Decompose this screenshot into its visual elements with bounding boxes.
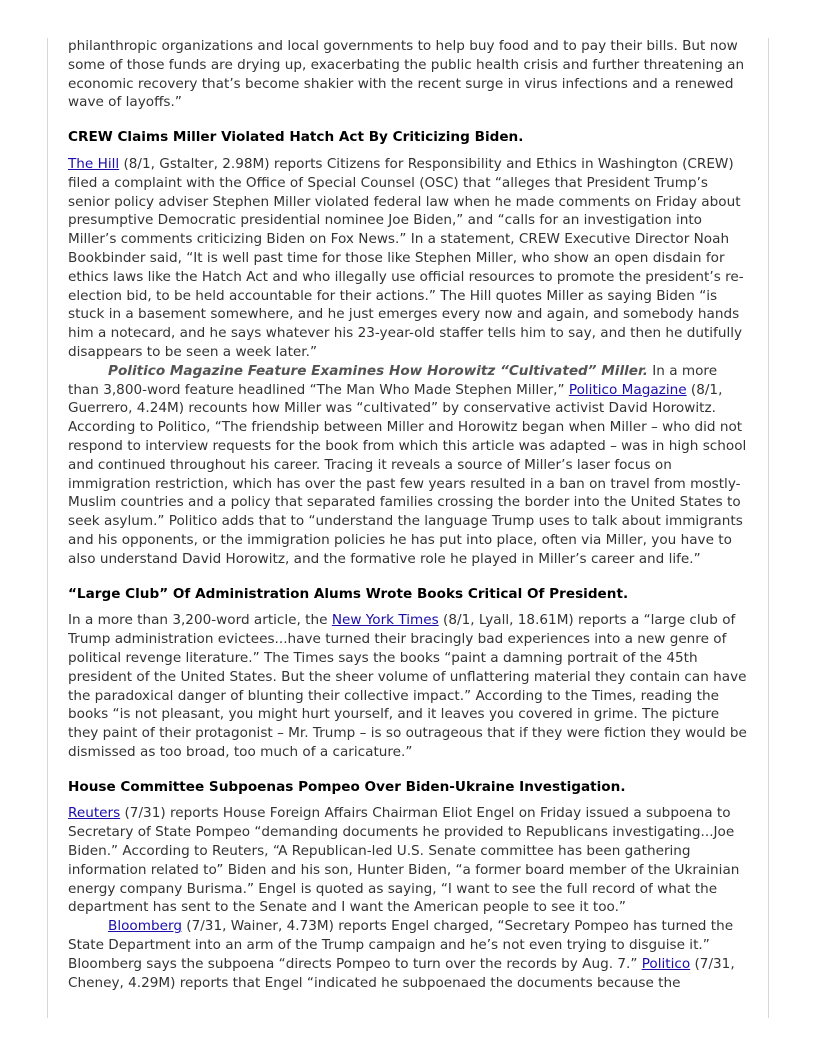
the-hill-link[interactable]: The Hill	[68, 155, 120, 172]
books-paragraph	[68, 611, 751, 761]
crew-text: (8/1, Gstalter, 2.98M) reports Citizens for Responsibility and Ethics in Washington (CREW) filed a complaint with the Office of Special Counsel (OSC) that “alleges that President Trump’s senior policy adviser Stephen Miller violated federal law when he made comments on Friday about presumptive Democratic presidential nominee Joe Biden,” and “calls for an investigation into Miller’s comments criticizing Biden on Fox News.” In a statement, CREW Executive Director Noah Bookbinder said, “It is well past time for those like Stephen Miller, who show an open disdain for ethics laws like the Hatch Act and who illegally use official resources to promote the president’s re-election bid, to be held accountable for their actions.” The Hill quotes Miller as saying Biden “is stuck in a basement somewhere, and he just emerges every now and again, and somebody hands him a notecard, and he says whatever his 23-year-old staffer tells him to say, and then he dutifully disappears to be seen a week later.”	[68, 155, 744, 360]
politico-link[interactable]: Politico	[641, 955, 691, 972]
politico-text-after: (8/1, Guerrero, 4.24M) recounts how Miller was “cultivated” by conservative activist David Horowitz. According to Politico, “The friendship between Miller and Horowitz began when Miller – who did not respond to interview requests for the book from which this article was adapted – was in high school and continued throughout his career. Tracing it reveals a source of Miller’s laser focus on immigration restriction, which has over the past few years resulted in a ban on travel from mostly-Muslim countries and a policy that separated families crossing the border into the United States to seek asylum.” Politico adds that to “understand the language Trump uses to talk about immigrants and his opponents, or the immigration policies he has put into place, often via Miller, you have to also understand David Horowitz, and the formative role he played in Miller’s career and life.”	[68, 381, 747, 567]
politico-magazine-link[interactable]: Politico Magazine	[568, 381, 687, 398]
crew-paragraph	[68, 155, 751, 362]
politico-paragraph	[68, 362, 751, 569]
pompeo-p2-text2: (7/31, Cheney, 4.29M) reports that Engel “indicated he subpoenaed the documents because the	[68, 955, 735, 991]
books-heading: “Large Club” Of Administration Alums Wrote Books Critical Of President.	[68, 585, 629, 602]
intro-paragraph: philanthropic organizations and local governments to help buy food and to pay their bills. But now some of those funds are drying up, exacerbating the public health crisis and further threatening an economic recovery that’s become shakier with the recent surge in virus infections and a renewed wave of layoffs.”	[68, 38, 745, 111]
pompeo-p2-text: (7/31, Wainer, 4.73M) reports Engel charged, “Secretary Pompeo has turned the State Department into an arm of the Trump campaign and he’s not even trying to disguise it.” Bloomberg says the subpoena “directs Pompeo to turn over the records by Aug. 7.”	[68, 918, 734, 972]
crew-heading: CREW Claims Miller Violated Hatch Act By Criticizing Biden.	[68, 129, 524, 146]
pompeo-heading: House Committee Subpoenas Pompeo Over Biden-Ukraine Investigation.	[68, 778, 626, 795]
reuters-link[interactable]: Reuters	[68, 805, 121, 822]
books-text-after: (8/1, Lyall, 18.61M) reports a “large club of Trump administration evictees...have turned their bracingly bad experiences into a new genre of political revenge literature.” The Times says the books “paint a damning portrait of the 45th president of the United States. But the sheer volume of unflattering material they contain can have the paradoxical danger of blunting their collective impact.” According to the Times, reading the books “is not pleasant, you might hurt yourself, and it leaves you covered in grime. The picture they paint of their protagonist – Mr. Trump – is so outrageous that if they were fiction they would be dismissed as too broad, too much of a caricature.”	[68, 612, 747, 760]
pompeo-paragraph-1	[68, 804, 751, 917]
politico-runin-heading: Politico Magazine Feature Examines How Horowitz “Cultivated” Miller.	[108, 362, 648, 379]
new-york-times-link[interactable]: New York Times	[331, 612, 439, 629]
bloomberg-link[interactable]: Bloomberg	[108, 918, 182, 935]
books-text-before: In a more than 3,200-word article, the	[68, 612, 332, 629]
pompeo-p1-text: (7/31) reports House Foreign Affairs Chairman Eliot Engel on Friday issued a subpoena to Secretary of State Pompeo “demanding documents he provided to Republicans investigating...Joe Biden.” According to Reuters, “A Republican-led U.S. Senate committee has been gathering information related to” Biden and his son, Hunter Biden, “a former board member of the Ukrainian energy company Burisma.” Engel is quoted as saying, “I want to see the full record of what the department has sent to the Senate and I want the American people to see it too.”	[68, 805, 740, 916]
pompeo-paragraph-2	[68, 917, 751, 992]
right-margin-rule	[768, 38, 769, 1018]
left-margin-rule	[47, 38, 48, 1018]
politico-text-before: In a more than 3,800-word feature headlined “The Man Who Made Stephen Miller,”	[68, 362, 718, 398]
document-body	[68, 37, 751, 992]
